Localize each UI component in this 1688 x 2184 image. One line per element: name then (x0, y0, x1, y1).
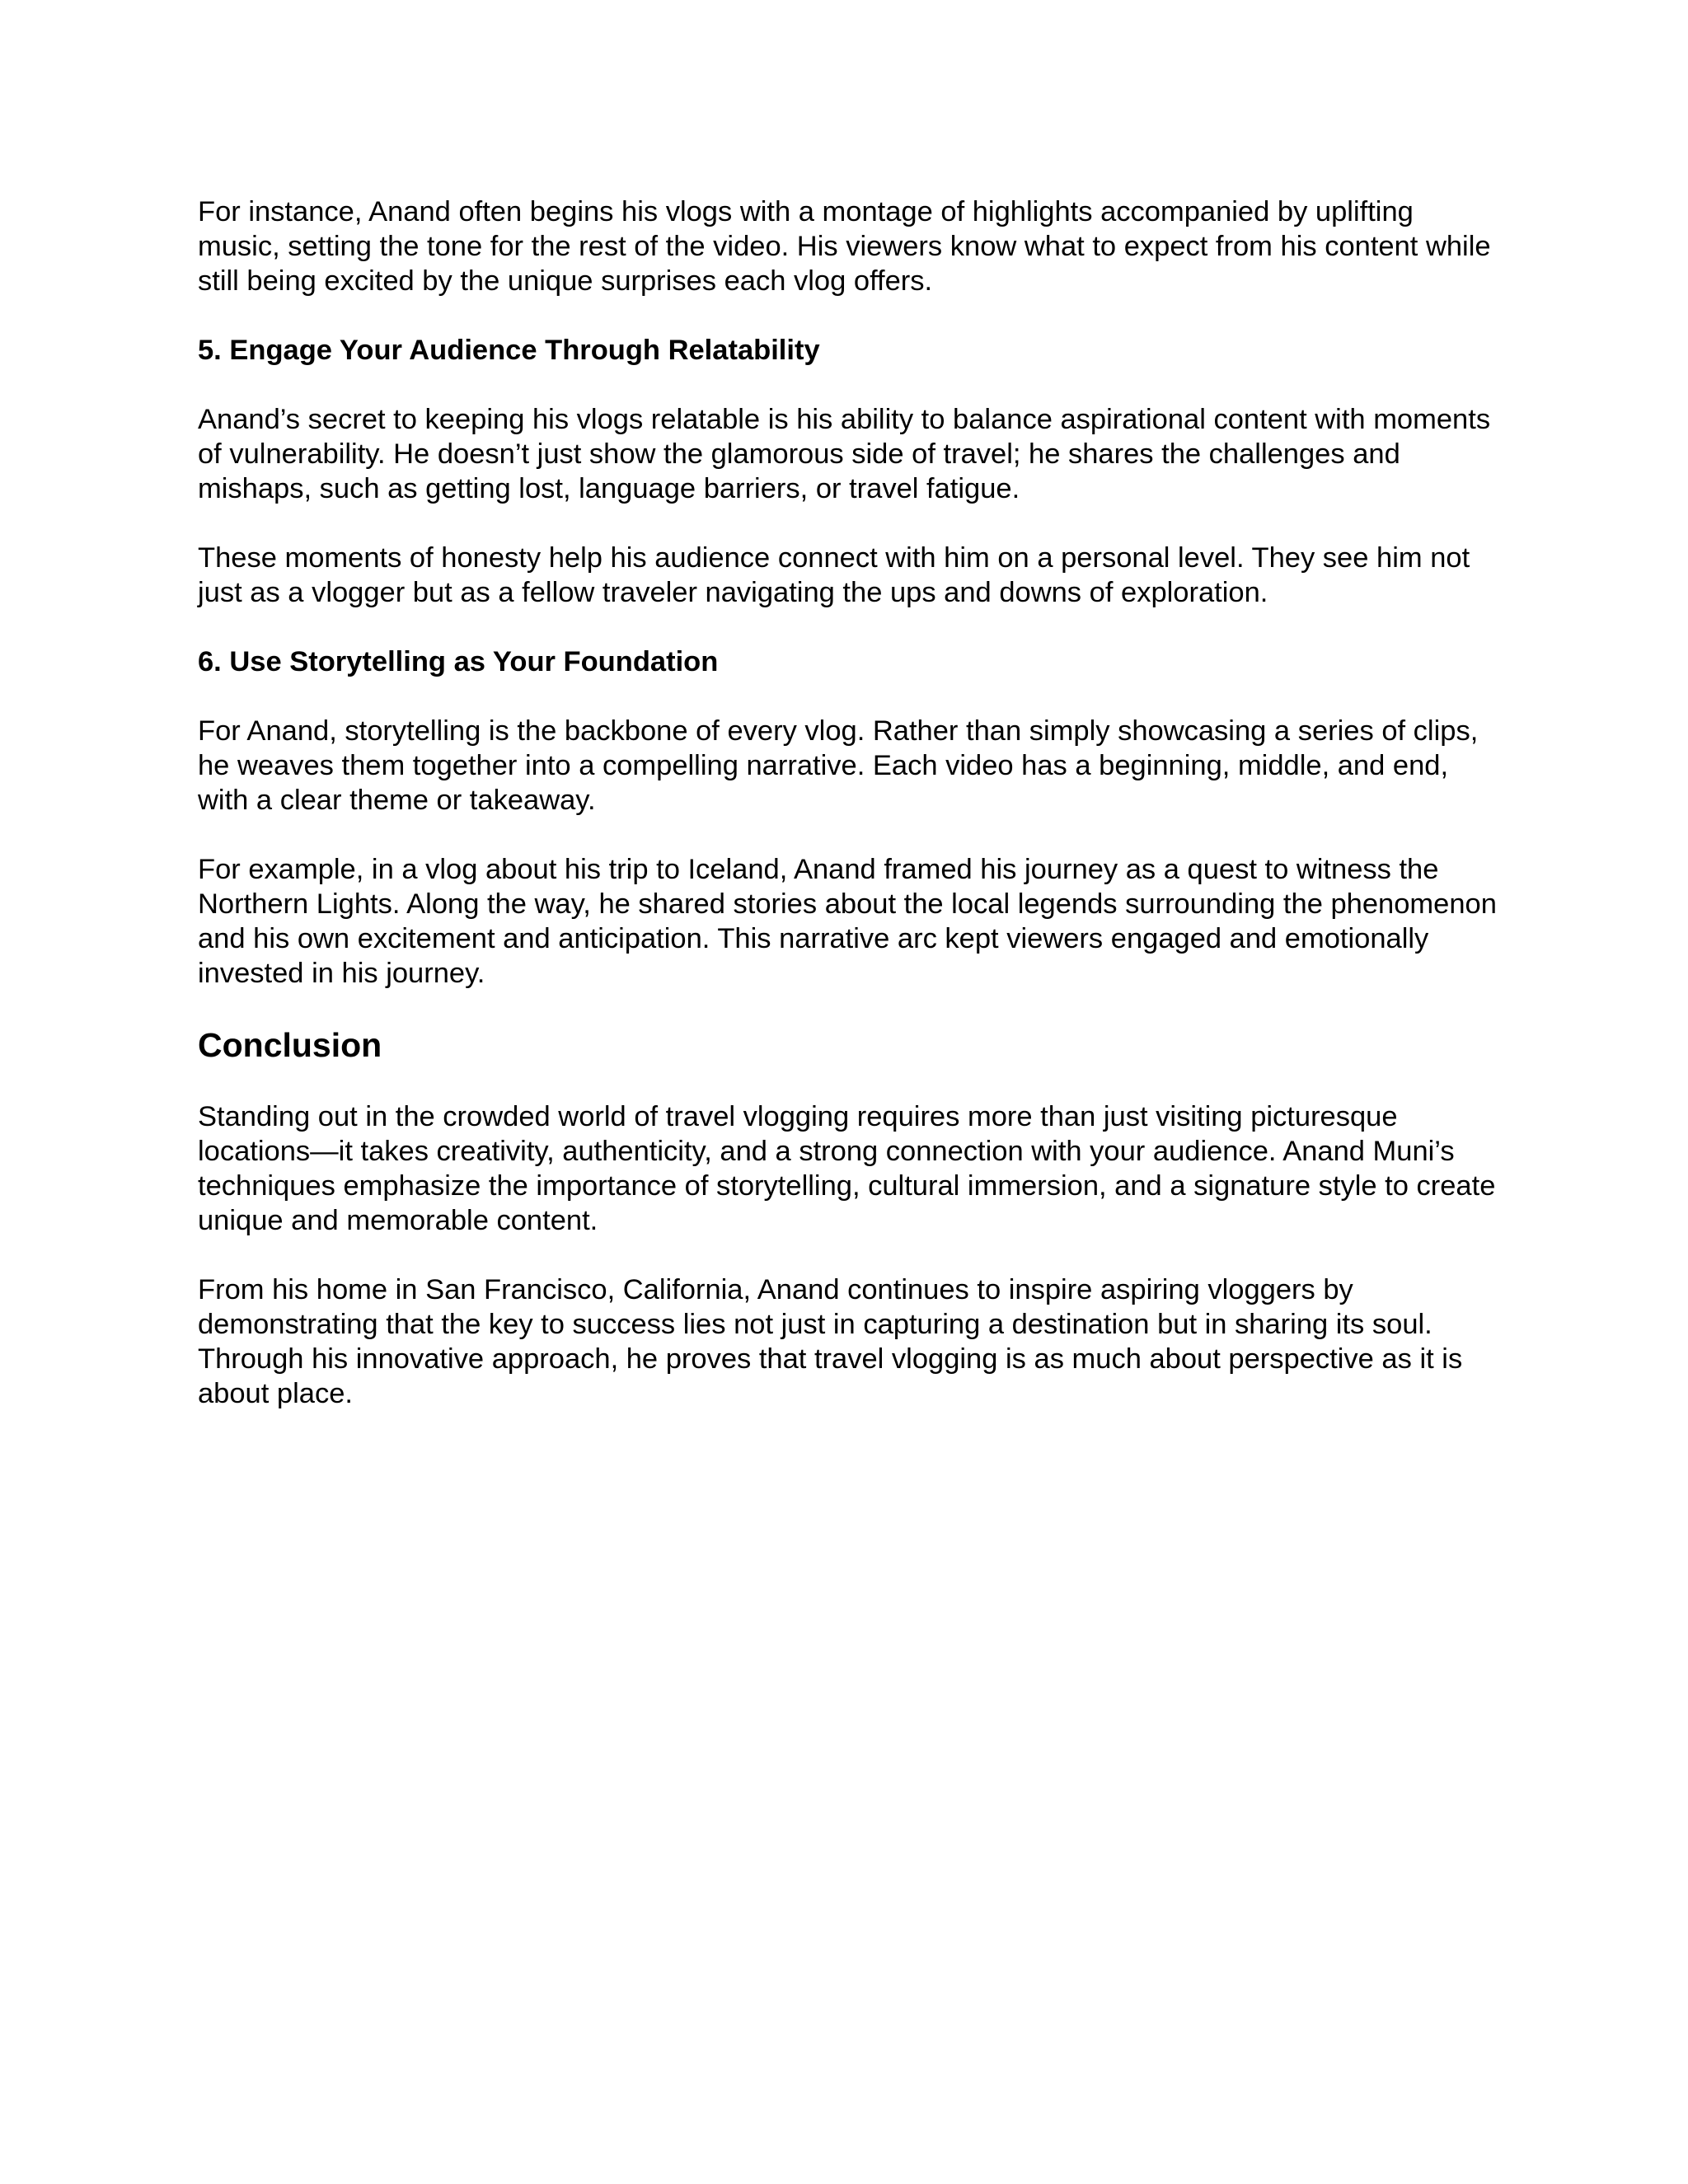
section-heading-relatability: 5. Engage Your Audience Through Relatability (198, 335, 820, 366)
paragraph-storytelling-backbone: For Anand, storytelling is the backbone of every vlog. Rather than simply showcasing a series of clips, he weaves them together into a compelling narrative. Each video has a beginning, middle, and end, with a clear theme or takeaway. (198, 715, 1479, 816)
paragraph-relatability-secret: Anand’s secret to keeping his vlogs relatable is his ability to balance aspirational content with moments of vulnerability. He doesn’t just show the glamorous side of travel; he shares the challenges and mishaps, such as getting lost, language barriers, or travel fatigue. (198, 404, 1491, 504)
paragraph-conclusion-standing-out: Standing out in the crowded world of travel vlogging requires more than just visiting picturesque locations—it takes creativity, authenticity, and a strong connection with your audience. Anand Muni’s techniques emphasize the importance of storytelling, cultural immersion, and a signature style to create unique and memorable content. (198, 1101, 1496, 1236)
paragraph-storytelling-iceland: For example, in a vlog about his trip to Iceland, Anand framed his journey as a quest to witness the Northern Lights. Along the way, he shared stories about the local legends surrounding the phenomenon and his own excitement and anticipation. This narrative arc kept viewers engaged and emotionally invested in his journey. (198, 854, 1497, 989)
paragraph-intro: For instance, Anand often begins his vlogs with a montage of highlights accompanied by uplifting music, setting the tone for the rest of the video. His viewers know what to expect from his content while still being excited by the unique surprises each vlog offers. (198, 196, 1491, 297)
conclusion-heading: Conclusion (198, 1026, 382, 1064)
paragraph-relatability-honesty: These moments of honesty help his audience connect with him on a personal level. They see him not just as a vlogger but as a fellow traveler navigating the ups and downs of exploration. (198, 542, 1470, 608)
paragraph-conclusion-san-francisco: From his home in San Francisco, California, Anand continues to inspire aspiring vloggers by demonstrating that the key to success lies not just in capturing a destination but in sharing its soul. Through his innovative approach, he proves that travel vlogging is as much about perspective as it is about place. (198, 1274, 1463, 1409)
section-heading-storytelling: 6. Use Storytelling as Your Foundation (198, 646, 719, 677)
document-page (198, 194, 1500, 1446)
